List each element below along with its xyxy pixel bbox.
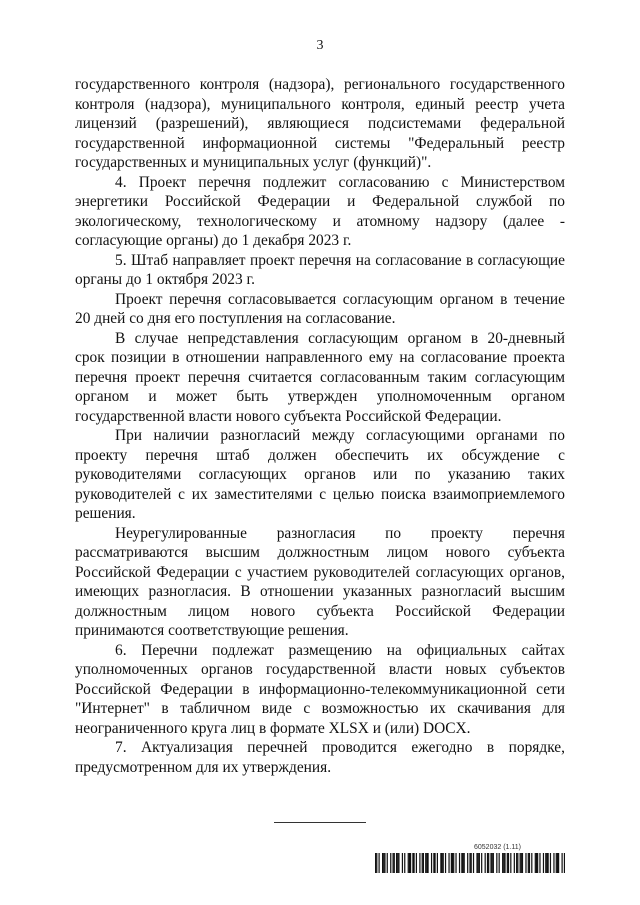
barcode-bar <box>431 853 432 873</box>
barcode-bar <box>441 853 442 873</box>
barcode-bar <box>556 853 557 873</box>
barcode-bar <box>419 853 420 873</box>
barcode-bar <box>564 853 565 873</box>
barcode-bar <box>390 853 391 873</box>
barcode-bar <box>514 853 515 873</box>
barcode-bar <box>485 853 486 873</box>
barcode-bar <box>378 853 379 873</box>
barcode-bar <box>492 853 493 873</box>
barcode-bar <box>422 853 423 873</box>
barcode-bar <box>502 853 503 873</box>
barcode-bar <box>504 853 505 873</box>
barcode-bar <box>461 853 462 873</box>
barcode-bar <box>376 853 377 873</box>
barcode-bar <box>408 853 409 873</box>
barcode-bar <box>528 853 529 873</box>
barcode-bar <box>464 853 465 873</box>
barcode-bar <box>384 853 385 873</box>
barcode-bar <box>392 853 393 873</box>
barcode-bar <box>427 853 428 873</box>
document-code: 6052032 (1.11) <box>474 844 521 851</box>
barcode-bar <box>434 853 435 873</box>
document-body <box>75 75 565 777</box>
barcode-bar <box>499 853 500 873</box>
barcode-bar <box>510 853 511 873</box>
barcode-bar <box>416 853 417 873</box>
barcode-bar <box>471 853 472 873</box>
barcode-bar <box>404 853 405 873</box>
barcode-bar <box>387 853 388 873</box>
barcode-bar <box>487 853 488 873</box>
barcode-bar <box>479 853 480 873</box>
barcode-bar <box>455 853 456 873</box>
barcode-bar <box>459 853 460 873</box>
barcode-bar <box>545 853 546 873</box>
barcode-bar <box>409 853 410 873</box>
barcode-bar <box>562 853 563 873</box>
barcode-bar <box>478 853 479 873</box>
barcode-bar <box>557 853 558 873</box>
barcode-bar <box>476 853 477 873</box>
barcode-bar <box>443 853 444 873</box>
barcode-bar <box>382 853 383 873</box>
barcode-bar <box>493 853 494 873</box>
barcode-bar <box>543 853 544 873</box>
barcode-bar <box>440 853 441 873</box>
barcode-bar <box>553 853 554 873</box>
barcode-bar <box>548 853 549 873</box>
barcode-bar <box>520 853 521 873</box>
barcode-bar <box>481 853 482 873</box>
barcode-bar <box>503 853 504 873</box>
barcode-bar <box>394 853 395 873</box>
paragraph-continued: государственного контроля (надзора), регионального государственного контроля (надзора), муниципального контроля, единый реестр учета лицензий (разрешений), являющиеся подсистемами федеральной государственной информационной системы "Федеральный реестр государственных и муниципальных услуг (функций)". <box>75 76 565 171</box>
barcode-bar <box>410 853 411 873</box>
barcode-bar <box>398 853 399 873</box>
barcode-bar <box>550 853 551 873</box>
paragraph-approval-period: Проект перечня согласовывается согласующим органом в течение 20 дней со дня его поступления на согласование. <box>75 290 565 327</box>
page-number: 3 <box>316 38 324 53</box>
barcode-bar <box>508 853 509 873</box>
barcode-bar <box>426 853 427 873</box>
paragraph-unresolved-disagreements: Неурегулированные разногласия по проекту перечня рассматриваются высшим должностным лицом нового субъекта Российской Федерации с участием руководителей согласующих органов, имеющих разногласия. В отношении указанных разногласий высшим должностным лицом нового субъекта Российской Федерации принимаются соответствующие решения. <box>75 524 565 639</box>
barcode-bar <box>451 853 452 873</box>
barcode-bar <box>397 853 398 873</box>
barcode-bar <box>525 853 526 873</box>
barcode-bar <box>546 853 547 873</box>
barcode-bar <box>437 853 438 873</box>
barcode-bar <box>448 853 449 873</box>
barcode-bar <box>529 853 530 873</box>
paragraph-item-6: 6. Перечни подлежат размещению на официальных сайтах уполномоченных органов государственной власти новых субъектов Российской Федерации в информационно-телекоммуникационной сети "Интернет" в табличном виде с возможностью их скачивания для неограниченного круга лиц в формате XLSX и (или) DOCX. <box>75 641 565 737</box>
barcode-bar <box>469 853 470 873</box>
barcode-bar <box>445 853 446 873</box>
barcode-bar <box>413 853 414 873</box>
barcode-bar <box>516 853 517 873</box>
barcode-bar <box>453 853 454 873</box>
barcode-bar <box>539 853 540 873</box>
paragraph-item-5: 5. Штаб направляет проект перечня на согласование в согласующие органы до 1 октября 2023 г. <box>75 251 565 288</box>
paragraph-item-4: 4. Проект перечня подлежит согласованию с Министерством энергетики Российской Федерации и Федеральной службой по экологическому, технологическому и атомному надзору (далее - согласующие органы) до 1 декабря 2023 г. <box>75 173 565 249</box>
barcode-bar <box>531 853 532 873</box>
barcode-bar <box>558 853 559 873</box>
barcode-bar <box>517 853 518 873</box>
barcode-bar <box>521 853 522 873</box>
paragraph-non-submission: В случае непредставления согласующим органом в 20-дневный срок позиции в отношении направленного ему на согласование проекта перечня проект перечня считается согласованным таким согласующим органом и может быть утвержден уполномоченным органом государственной власти нового субъекта Российской Федерации. <box>75 329 565 425</box>
barcode-bar <box>375 853 376 873</box>
paragraph-disagreements: При наличии разногласий между согласующими органами по проекту перечня штаб должен обеспечить их обсуждение с руководителями согласующих органов или по указанию таких руководителей с их заместителями с целью поиска взаимоприемлемого решения. <box>75 427 565 522</box>
barcode-bar <box>537 853 538 873</box>
barcode-bar <box>402 853 403 873</box>
barcode-bar <box>467 853 468 873</box>
barcode-bar <box>452 853 453 873</box>
barcode-icon <box>375 853 565 873</box>
barcode-bar <box>536 853 537 873</box>
barcode-bar <box>507 853 508 873</box>
barcode-bar <box>496 853 497 873</box>
barcode-bar <box>412 853 413 873</box>
barcode-bar <box>396 853 397 873</box>
barcode-bar <box>433 853 434 873</box>
barcode-bar <box>462 853 463 873</box>
barcode-bar <box>490 853 491 873</box>
barcode-bar <box>522 853 523 873</box>
barcode-bar <box>473 853 474 873</box>
barcode-bar <box>535 853 536 873</box>
barcode-bar <box>488 853 489 873</box>
barcode-bar <box>383 853 384 873</box>
barcode-bar <box>425 853 426 873</box>
footer-divider <box>274 822 366 823</box>
paragraph-item-7: 7. Актуализация перечней проводится ежегодно в порядке, предусмотренном для их утверждения. <box>75 739 565 776</box>
barcode-bar <box>423 853 424 873</box>
